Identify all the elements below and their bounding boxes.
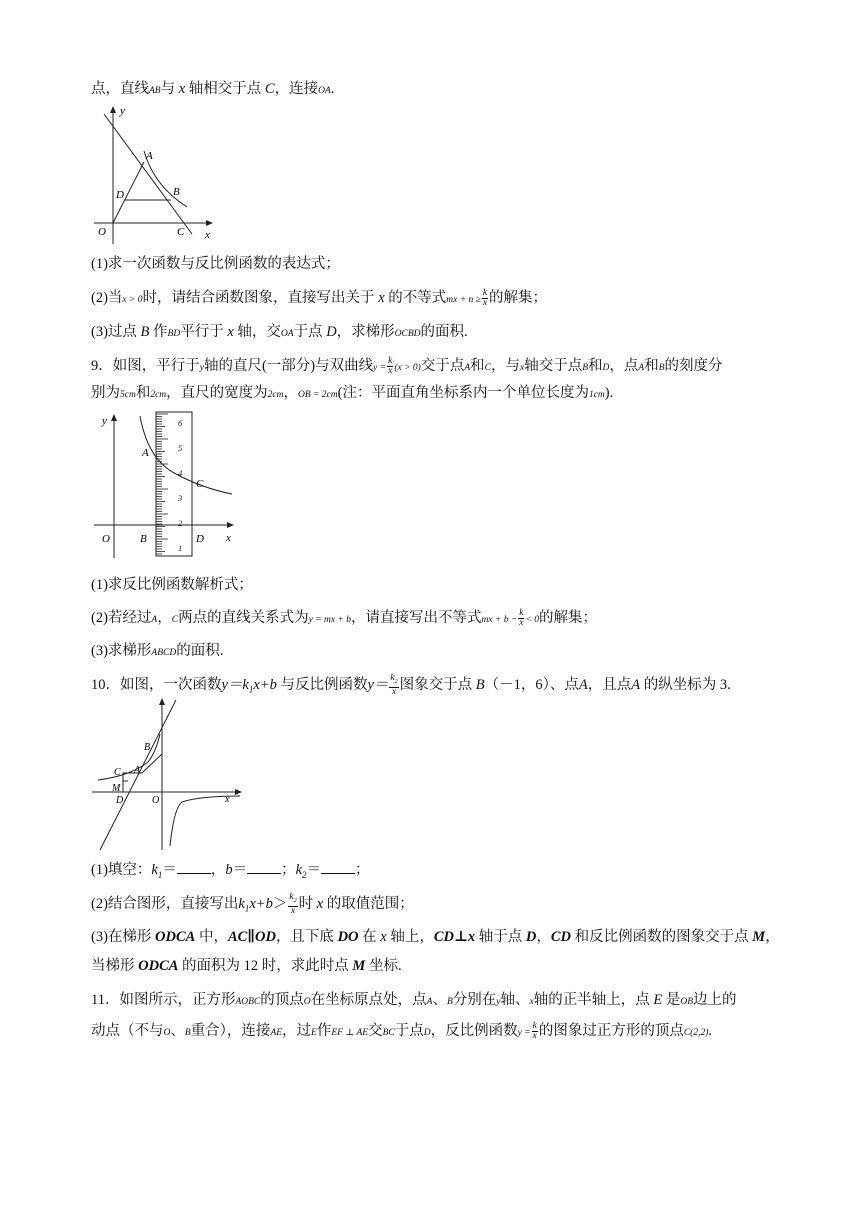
q8-part2: (2)当x > 0时，请结合函数图象，直接写出关于 x 的不等式mx + n ≥ $\frac{k}{x}$ 的解集； xyxy=(91,288,548,309)
fig10-label-b: B xyxy=(144,742,151,753)
fig8-label-c: C xyxy=(177,226,185,238)
q9-part2: (2)若经过A，C两点的直线关系式为y = mx + b，请直接写出不等式mx + b − $\frac{k}{x}$ < 0的解集； xyxy=(91,608,597,629)
q9-part1: (1)求反比例函数解析式； xyxy=(91,577,253,593)
q11-line2: 动点（不与O、B重合），连接AE，过E作EF ⊥ AE交BC于点D，反比例函数y = $\frac{k}{x}$ 的图象过正方形的顶点C(2,2). xyxy=(91,1021,713,1042)
q10-part3-cont: 当梯形 ODCA 的面积为 12 时，求此时点 M 坐标. xyxy=(91,958,402,974)
fig8-label-b: B xyxy=(173,186,180,198)
q8-part3: (3)过点 B 作BD平行于 x 轴，交OA于点 D，求梯形OCBD的面积. xyxy=(91,324,468,340)
q11-line1: 11．如图所示，正方形AOBC的顶点O在坐标原点处，点A、B分别在y轴、x轴的正半轴上，点 E 是OB边上的 xyxy=(91,992,737,1008)
p8-intro-line: 点，直线AB与 x 轴相交于点 C，连接OA. xyxy=(91,81,335,97)
fig9-hyperbola xyxy=(140,416,232,494)
fig9-label-d: D xyxy=(196,533,204,545)
fig8-label-x: x xyxy=(205,229,210,241)
fig9-label-a: A xyxy=(142,447,149,459)
fig9-label-b: B xyxy=(140,533,147,545)
fig10-trapezoid xyxy=(123,754,162,792)
q10-part2: (2)结合图形，直接写出$k_1x+b>$ $\frac{k_2}{x}$ 时 x 的取值范围； xyxy=(91,892,414,916)
q8-part1: (1)求一次函数与反比例函数的表达式； xyxy=(91,256,340,272)
fig9-ruler-number: 5 xyxy=(178,443,183,453)
fig8-label-a: A xyxy=(146,150,153,162)
q10-part1: (1)填空：$k_1=$ ，b＝ ；$k_2=$ ； xyxy=(91,862,370,880)
fig10-label-a: A xyxy=(134,765,141,776)
blank-b[interactable] xyxy=(247,860,281,874)
fig9-ruler-number: 4 xyxy=(178,468,183,478)
fig9-ruler-number: 6 xyxy=(178,418,183,428)
fig8-label-d: D xyxy=(116,189,124,201)
blank-k2[interactable] xyxy=(321,860,355,874)
fig9-ruler-number: 1 xyxy=(178,543,183,553)
fig9-ruler-number: 3 xyxy=(178,493,183,503)
fig9-ruler-numbers xyxy=(177,418,183,553)
fig8-line-ab xyxy=(104,114,192,234)
figure-8 xyxy=(92,104,222,246)
fig8-label-y: y xyxy=(120,105,125,117)
fig9-label-y: y xyxy=(102,415,107,427)
fig10-hyperbola-right xyxy=(170,796,240,846)
fig9-label-c: C xyxy=(196,478,204,490)
figure-10 xyxy=(90,696,250,852)
fig10-label-c: C xyxy=(114,767,121,778)
q8-fraction: $\frac{k}{x}$ xyxy=(482,288,488,309)
fig10-label-x: x xyxy=(225,794,230,805)
fig9-ruler-number: 2 xyxy=(178,518,183,528)
fig10-label-m: M xyxy=(112,783,121,794)
q9-line1: 9．如图，平行于y轴的直尺(一部分)与双曲线y = $\frac{k}{x}$ (x > 0)交于点A和C，与x轴交于点B和D，点A和B的刻度分 xyxy=(91,356,723,377)
blank-k1[interactable] xyxy=(177,860,211,874)
fig9-label-x: x xyxy=(226,532,231,544)
q10-part3: (3)在梯形 ODCA 中，AC∥OD，且下底 DO 在 x 轴上，CD⊥x 轴于点 D，CD 和反比例函数的图象交于点 M， xyxy=(91,929,780,945)
q9-part3: (3)求梯形ABCD的面积. xyxy=(91,643,224,659)
fig8-label-o: O xyxy=(98,226,106,238)
fig9-label-o: O xyxy=(102,533,110,545)
fig9-ruler-ticks xyxy=(156,414,168,554)
fig10-label-o: O xyxy=(152,795,160,806)
q10-line1: 10．如图，一次函数$y=k_1x+b$ 与反比例函数y＝ $\frac{k_2}{x}$ 图象交于点 B（－1，6）、点A，且点A 的纵坐标为 3. xyxy=(91,673,731,697)
figure-9 xyxy=(92,410,242,560)
fig10-label-d: D xyxy=(116,795,124,806)
q9-line2: 别为5cm和2cm，直尺的宽度为2cm，OB = 2cm(注：平面直角坐标系内一个单位长度为1cm). xyxy=(91,385,614,401)
